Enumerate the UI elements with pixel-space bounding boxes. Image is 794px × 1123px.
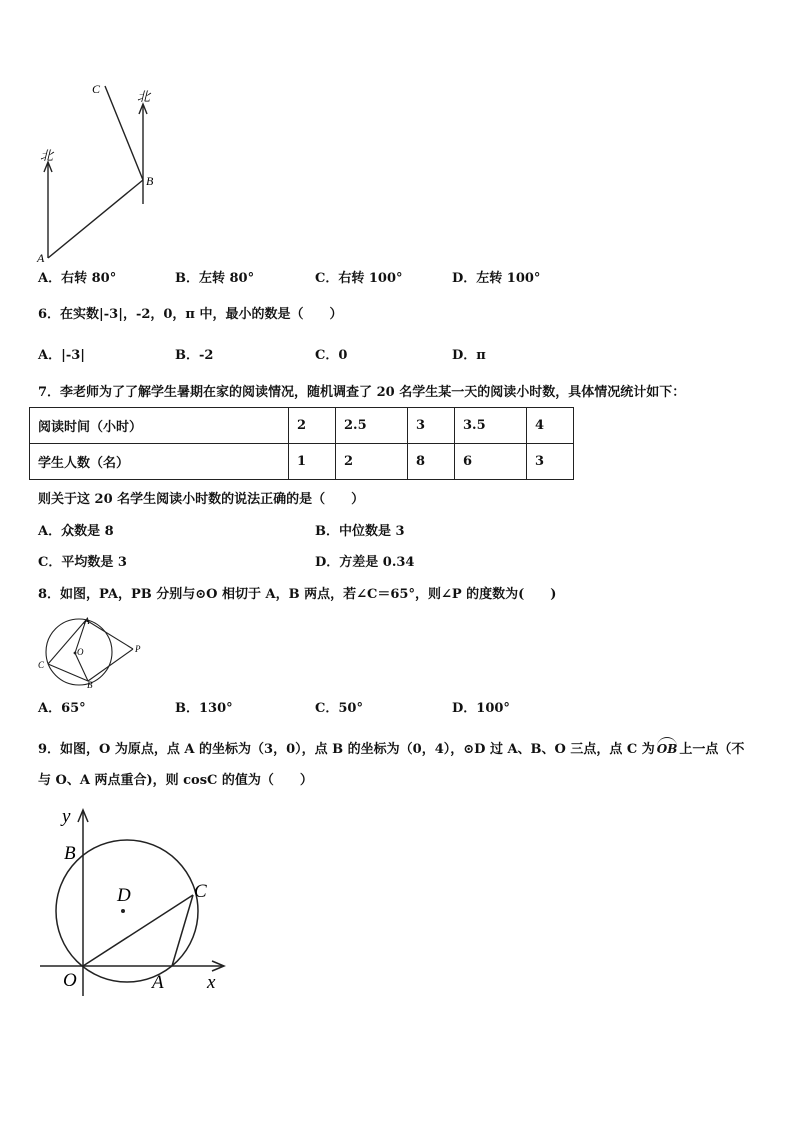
label-b: B <box>146 174 154 188</box>
q8-option-c: C．50° <box>315 701 363 716</box>
table-cell: 3 <box>408 408 455 444</box>
label-o: O <box>63 970 77 991</box>
table-cell: 6 <box>455 444 527 480</box>
label-o: O <box>77 647 84 657</box>
q8-option-a: A．65° <box>38 701 86 716</box>
label-c: C <box>194 881 207 902</box>
label-a: A <box>152 972 164 993</box>
chord-cb <box>48 664 88 681</box>
q7-option-c: C．平均数是 3 <box>38 555 127 570</box>
table-cell: 学生人数（名） <box>30 444 289 480</box>
q5-option-c: C．右转 100° <box>315 271 403 286</box>
table-cell: 8 <box>408 444 455 480</box>
q7-question: 则关于这 20 名学生阅读小时数的说法正确的是（ ） <box>38 492 365 507</box>
tangent-circle-figure <box>34 614 154 690</box>
label-b: B <box>64 843 76 864</box>
north-label-1: 北 <box>40 148 54 163</box>
q5-option-d: D．左转 100° <box>452 271 541 286</box>
table-cell: 阅读时间（小时） <box>30 408 289 444</box>
label-x: x <box>207 972 216 993</box>
segment-ab <box>48 180 143 258</box>
label-y: y <box>62 806 71 827</box>
table-cell: 3.5 <box>455 408 527 444</box>
q8-option-b: B．130° <box>175 701 233 716</box>
table-cell: 4 <box>527 408 574 444</box>
table-cell: 2.5 <box>336 408 408 444</box>
label-p: P <box>135 644 141 654</box>
q6-option-a: A．|-3| <box>38 348 85 363</box>
label-d: D <box>117 885 131 906</box>
q6-option-d: D．π <box>452 348 486 363</box>
table-cell: 2 <box>336 444 408 480</box>
table-cell: 1 <box>289 444 336 480</box>
label-c: C <box>38 660 45 670</box>
label-a: A <box>37 251 45 265</box>
q5-option-b: B．左转 80° <box>175 271 255 286</box>
q9-line-1 <box>38 737 744 758</box>
q6-option-b: B．-2 <box>175 348 214 363</box>
table-row <box>30 408 574 444</box>
center-d-dot <box>121 909 125 913</box>
q6-stem: 6．在实数|-3|，-2，0，π 中，最小的数是（ ） <box>38 307 343 322</box>
q8-option-d: D．100° <box>452 701 510 716</box>
north-label-2: 北 <box>137 89 151 104</box>
label-b: B <box>87 680 93 690</box>
q7-stem: 7．李老师为了了解学生暑期在家的阅读情况，随机调查了 20 名学生某一天的阅读小时数，具体情况统计如下： <box>38 385 686 400</box>
q9-line-1-end: 上一点（不 <box>679 742 745 757</box>
center-dot <box>74 652 77 655</box>
q9-line-2: 与 O、A 两点重合)，则 cosC 的值为（ ） <box>38 773 313 788</box>
q7-option-b: B．中位数是 3 <box>315 524 405 539</box>
chord-ca <box>48 620 86 664</box>
segment-oc <box>83 895 193 966</box>
q7-option-a: A．众数是 8 <box>38 524 114 539</box>
direction-figure <box>30 76 170 266</box>
q9-line-1-text: 9．如图，O 为原点，点 A 的坐标为（3，0），点 B 的坐标为（0，4），⊙D 过 A、B、O 三点，点 C 为 <box>38 742 655 757</box>
table-row <box>30 444 574 480</box>
circle-d <box>56 840 198 982</box>
q7-option-d: D．方差是 0.34 <box>315 555 415 570</box>
arc-symbol: OB <box>657 737 678 757</box>
tangent-pa <box>86 620 133 649</box>
coordinate-circle-figure <box>36 804 236 998</box>
table-cell: 2 <box>289 408 336 444</box>
label-c: C <box>92 82 101 96</box>
label-a: A <box>84 616 90 626</box>
tangent-pb <box>88 649 133 681</box>
q5-option-a: A．右转 80° <box>38 271 117 286</box>
q8-stem: 8．如图，PA，PB 分别与⊙O 相切于 A，B 两点，若∠C＝65°，则∠P 的度数为( ) <box>38 587 557 602</box>
q6-option-c: C．0 <box>315 348 348 363</box>
reading-stats-table <box>29 407 574 480</box>
table-cell: 3 <box>527 444 574 480</box>
